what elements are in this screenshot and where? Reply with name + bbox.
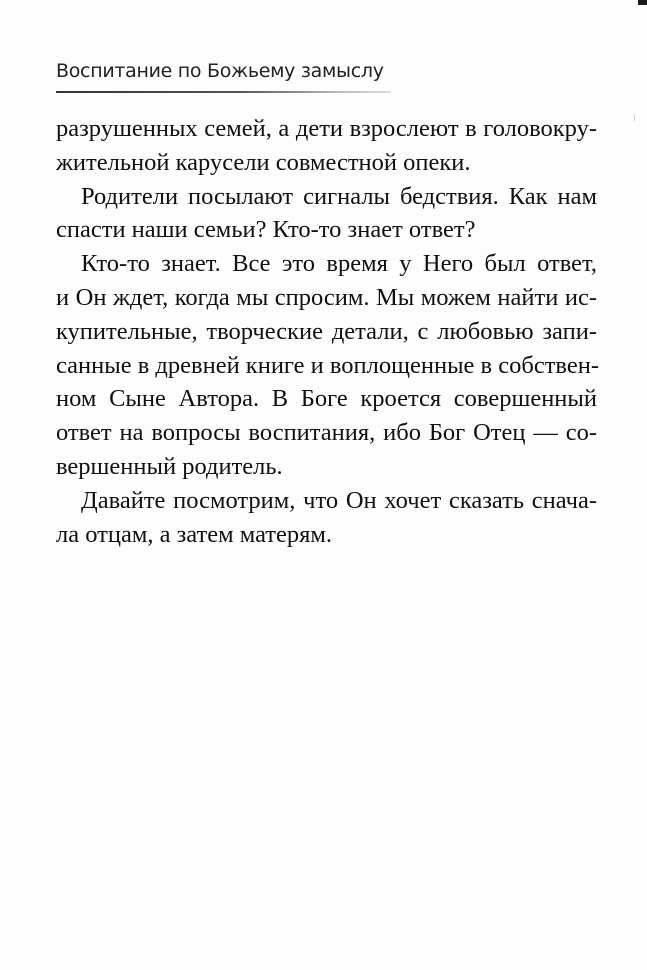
- text-line: ответ на вопросы воспитания, ибо Бог Отец — со-: [56, 419, 597, 447]
- text-line: ла отцам, а затем матерям.: [56, 520, 333, 548]
- text-line: санные в древней книге и воплощенные в собствен-: [56, 351, 599, 379]
- scan-speck: [634, 115, 635, 121]
- running-header: Воспитание по Божьему замыслу: [56, 60, 384, 82]
- body-text: [56, 112, 597, 551]
- text-line: вершенный родитель.: [56, 452, 283, 480]
- header-rule: [56, 91, 391, 93]
- text-line: разрушенных семей, а дети взрослеют в головокру-: [56, 115, 597, 142]
- text-line: Кто-то знает. Все это время у Него был ответ,: [81, 250, 597, 278]
- text-line: и Он ждет, когда мы спросим. Мы можем найти ис-: [56, 283, 597, 311]
- text-line: жительной карусели совместной опеки.: [56, 148, 471, 176]
- text-line: ном Сыне Автора. В Боге кроется совершенный: [56, 385, 597, 413]
- text-line: купительные, творческие детали, с любовью запи-: [56, 317, 597, 345]
- text-line: Давайте посмотрим, что Он хочет сказать снача-: [81, 486, 597, 514]
- scan-corner-mark: [638, 0, 647, 5]
- text-line: Родители посылают сигналы бедствия. Как нам: [81, 182, 597, 210]
- text-line: спасти наши семьи? Кто-то знает ответ?: [56, 216, 476, 244]
